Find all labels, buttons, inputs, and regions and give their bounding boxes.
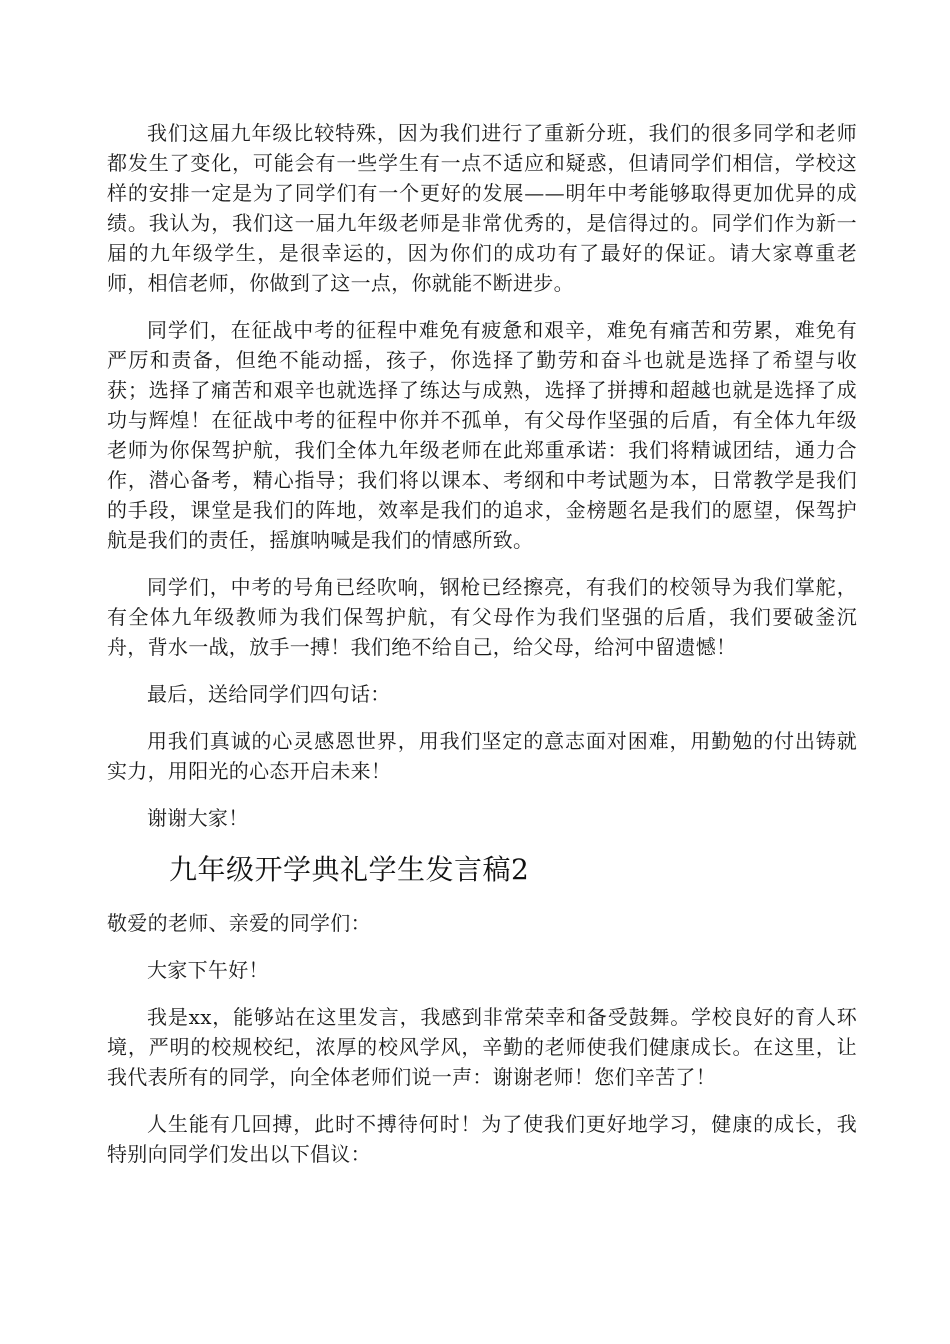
document-body <box>107 118 857 1186</box>
paragraph: 同学们，中考的号角已经吹响，钢枪已经擦亮，有我们的校领导为我们掌舵，有全体九年级教师为我们保驾护航，有父母作为我们坚强的后盾，我们要破釜沉舟，背水一战，放手一搏！我们绝不给自己，给父母，给河中留遗憾！ <box>107 575 857 659</box>
paragraph: 人生能有几回搏，此时不搏待何时！为了使我们更好地学习，健康的成长，我特别向同学们发出以下倡议： <box>107 1112 857 1166</box>
paragraph: 同学们，在征战中考的征程中难免有疲惫和艰辛，难免有痛苦和劳累，难免有严厉和责备，但绝不能动摇，孩子，你选择了勤劳和奋斗也就是选择了希望与收获；选择了痛苦和艰辛也就选择了练达与成熟，选择了拼搏和超越也就是选择了成功与辉煌！在征战中考的征程中你并不孤单，有父母作坚强的后盾，有全体九年级老师为你保驾护航，我们全体九年级老师在此郑重承诺：我们将精诚团结，通力合作，潜心备考，精心指导；我们将以课本、考纲和中考试题为本，日常教学是我们的手段，课堂是我们的阵地，效率是我们的追求，金榜题名是我们的愿望，保驾护航是我们的责任，摇旗呐喊是我们的情感所致。 <box>107 318 857 552</box>
paragraph: 用我们真诚的心灵感恩世界，用我们坚定的意志面对困难，用勤勉的付出铸就实力，用阳光的心态开启未来！ <box>107 729 857 783</box>
salutation: 敬爱的老师、亲爱的同学们： <box>107 911 371 935</box>
paragraph: 谢谢大家！ <box>147 806 249 830</box>
paragraph: 我们这届九年级比较特殊，因为我们进行了重新分班，我们的很多同学和老师都发生了变化，可能会有一些学生有一点不适应和疑惑，但请同学们相信，学校这样的安排一定是为了同学们有一个更好的发展——明年中考能够取得更加优异的成绩。我认为，我们这一届九年级老师是非常优秀的，是信得过的。同学们作为新一届的九年级学生，是很幸运的，因为你们的成功有了最好的保证。请大家尊重老师，相信老师，你做到了这一点，你就能不断进步。 <box>107 121 857 295</box>
paragraph: 我是xx，能够站在这里发言，我感到非常荣幸和备受鼓舞。学校良好的育人环境，严明的校规校纪，浓厚的校风学风，辛勤的老师使我们健康成长。在这里，让我代表所有的同学，向全体老师们说一声：谢谢老师！您们辛苦了！ <box>107 1005 857 1089</box>
paragraph: 最后，送给同学们四句话： <box>147 682 391 706</box>
paragraph: 大家下午好！ <box>147 958 269 982</box>
section-title: 九年级开学典礼学生发言稿2 <box>169 853 530 886</box>
